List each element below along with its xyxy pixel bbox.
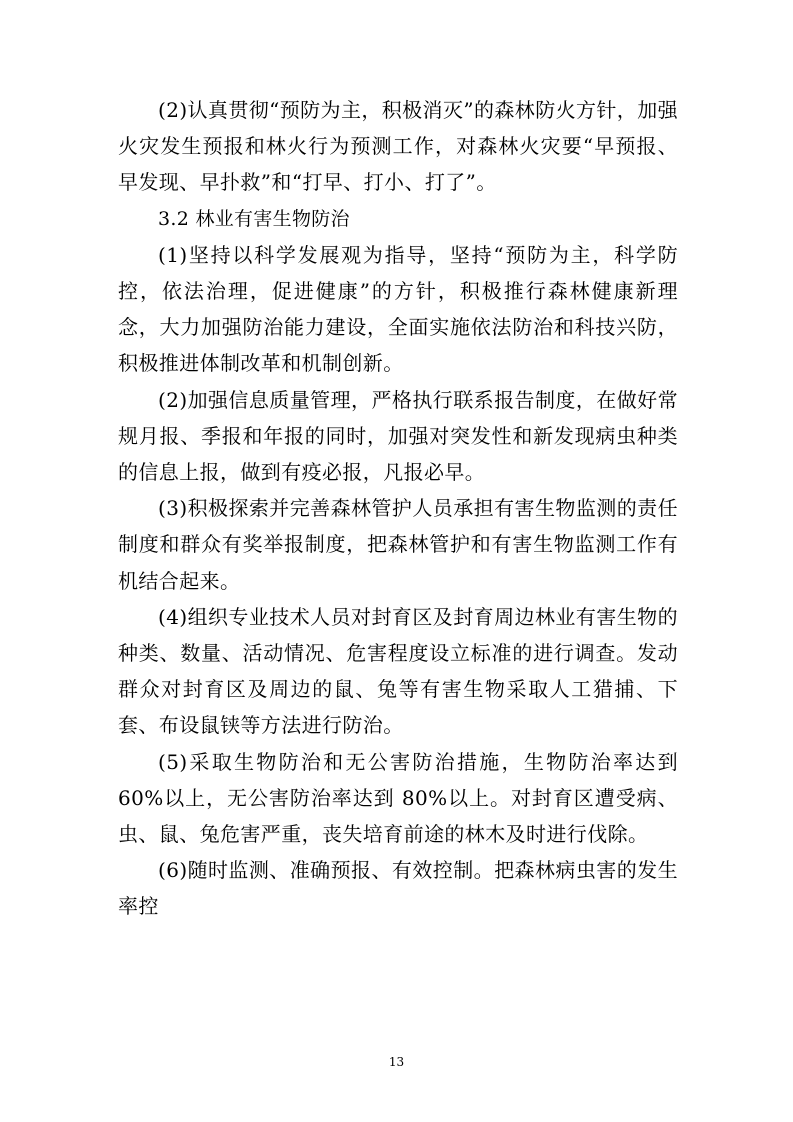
page-number: 13 [388, 1055, 405, 1069]
paragraph-monitoring-responsibility: (3)积极探索并完善森林管护人员承担有害生物监测的责任制度和群众有奖举报制度，把森林管护和有害生物监测工作有机结合起来。 [118, 496, 678, 593]
paragraph-information-management: (2)加强信息质量管理，严格执行联系报告制度，在做好常规月报、季报和年报的同时，加强对突发性和新发现病虫种类的信息上报，做到有疫必报，凡报必早。 [118, 387, 678, 485]
paragraph-survey-and-control: (4)组织专业技术人员对封育区及封育周边林业有害生物的种类、数量、活动情况、危害程度设立标准的进行调查。发动群众对封育区及周边的鼠、兔等有害生物采取人工猎捕、下套、布设鼠铗等方法进行防治。 [118, 604, 678, 738]
paragraph-pest-policy: (1)坚持以科学发展观为指导，坚持“预防为主，科学防控，依法治理，促进健康”的方针，积极推行森林健康新理念，大力加强防治能力建设，全面实施依法防治和科技兴防，积极推进体制改革和机制创新。 [118, 242, 678, 376]
paragraph-biological-control: (5)采取生物防治和无公害防治措施，生物防治率达到 60%以上，无公害防治率达到 80%以上。对封育区遭受病、虫、鼠、兔危害严重，丧失培育前途的林木及时进行伐除。 [118, 749, 678, 847]
page-body [118, 92, 678, 925]
paragraph-monitoring-forecast: (6)随时监测、准确预报、有效控制。把森林病虫害的发生率控 [118, 858, 678, 919]
section-heading-pest-control: 3.2 林业有害生物防治 [158, 207, 350, 230]
paragraph-fire-prevention: (2)认真贯彻“预防为主，积极消灭”的森林防火方针，加强火灾发生预报和林火行为预测工作，对森林火灾要“早预报、早发现、早扑救”和“打早、打小、打了”。 [118, 98, 678, 195]
